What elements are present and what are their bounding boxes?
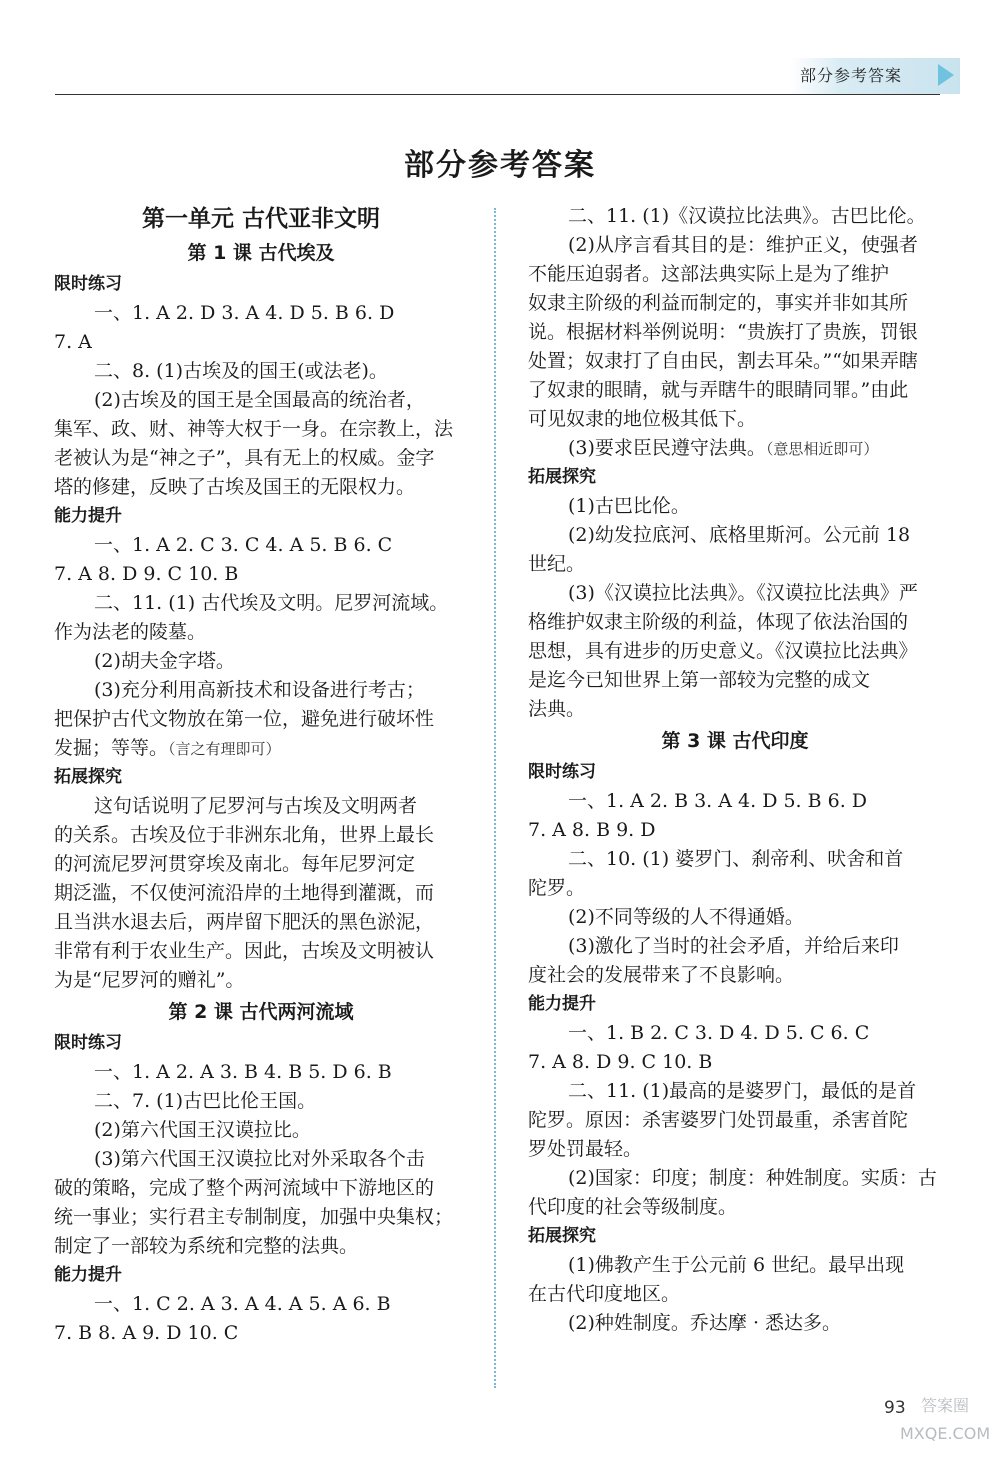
text-line	[528, 787, 942, 816]
section-heading-text: 拓展探究	[54, 767, 122, 787]
text-line	[54, 1145, 468, 1174]
watermark-logo	[900, 1392, 990, 1472]
text-line-text: 可见奴隶的地位极其低下。	[528, 408, 757, 430]
text-line-text: (2)古埃及的国王是全国最高的统治者，	[94, 389, 425, 411]
text-line	[528, 579, 942, 608]
section-heading-text: 限时练习	[528, 762, 596, 782]
text-line	[528, 1251, 942, 1280]
text-line	[528, 608, 942, 637]
text-line-text: 统一事业；实行君主专制制度，加强中央集权；	[54, 1206, 454, 1228]
text-line-text: 了奴隶的眼睛，就与弄瞎牛的眼睛同罪。”由此	[528, 379, 909, 401]
text-line	[54, 357, 468, 386]
section-heading	[54, 1029, 468, 1058]
header-label: 部分参考答案	[800, 66, 903, 85]
text-line-text: 二、8. (1)古埃及的国王(或法老)。	[94, 360, 388, 382]
section-heading	[54, 270, 468, 299]
text-line	[54, 966, 468, 995]
text-line-text: 7. A 8. D 9. C 10. B	[54, 563, 239, 585]
text-line-text: 制定了一部较为系统和完整的法典。	[54, 1235, 359, 1257]
text-line-text: (2)从序言看其目的是：维护正义，使强者	[568, 234, 918, 256]
section-heading-text: 拓展探究	[528, 467, 596, 487]
text-line	[54, 850, 468, 879]
text-line	[54, 415, 468, 444]
text-line-text: (3)《汉谟拉比法典》。《汉谟拉比法典》严	[568, 582, 918, 604]
section-heading-text: 限时练习	[54, 274, 122, 294]
text-line	[528, 231, 942, 260]
text-line-text: 一、1. C 2. A 3. A 4. A 5. A 6. B	[94, 1293, 391, 1315]
text-line-text: 破的策略，完成了整个两河流域中下游地区的	[54, 1177, 435, 1199]
text-line-text: (2)幼发拉底河、底格里斯河。公元前 18	[568, 524, 911, 546]
text-line-text: 格维护奴隶主阶级的利益，体现了依法治国的	[528, 611, 909, 633]
lesson-heading	[528, 724, 942, 758]
text-line	[528, 492, 942, 521]
text-line	[54, 1319, 468, 1348]
text-line-text: 发掘；等等。	[54, 737, 169, 759]
text-line-text: 二、11. (1)最高的是婆罗门，最低的是首	[568, 1080, 917, 1102]
text-line	[528, 637, 942, 666]
text-line-text: (2)国家：印度；制度：种姓制度。实质：古	[568, 1167, 937, 1189]
text-line	[54, 705, 468, 734]
text-line	[54, 734, 468, 763]
section-heading	[54, 763, 468, 792]
text-line-text: 作为法老的陵墓。	[54, 621, 207, 643]
column-divider	[494, 208, 496, 1388]
text-line-text: (1)古巴比伦。	[568, 495, 690, 517]
header-rule	[55, 94, 940, 95]
text-line	[528, 1048, 942, 1077]
text-line-text: 奴隶主阶级的利益而制定的，事实并非如其所	[528, 292, 909, 314]
text-line	[528, 521, 942, 550]
text-line	[54, 328, 468, 357]
text-line	[528, 434, 942, 463]
lesson-heading-text: 第 2 课 古代两河流域	[168, 1001, 354, 1023]
section-heading-text: 限时练习	[54, 1033, 122, 1053]
text-line	[528, 961, 942, 990]
text-line	[54, 1203, 468, 1232]
text-line	[528, 874, 942, 903]
lesson-heading	[54, 995, 468, 1029]
text-line-text: 二、10. (1) 婆罗门、刹帝利、吠舍和首	[568, 848, 904, 870]
text-line-text: 二、11. (1)《汉谟拉比法典》。古巴比伦。	[568, 205, 926, 227]
text-line-text: 不能压迫弱者。这部法典实际上是为了维护	[528, 263, 890, 285]
text-line-text: 二、7. (1)古巴比伦王国。	[94, 1090, 317, 1112]
text-line	[54, 531, 468, 560]
text-line	[528, 1019, 942, 1048]
page-number: 93	[884, 1398, 906, 1418]
text-line-text: 集军、政、财、神等大权于一身。在宗教上，法	[54, 418, 454, 440]
text-line	[54, 647, 468, 676]
text-line-text: 7. A 8. D 9. C 10. B	[528, 1051, 713, 1073]
section-heading-text: 能力提升	[528, 994, 596, 1014]
section-heading	[528, 1222, 942, 1251]
text-line	[528, 816, 942, 845]
text-line	[54, 908, 468, 937]
text-line-text: 在古代印度地区。	[528, 1283, 681, 1305]
text-line	[528, 260, 942, 289]
text-line-text: 塔的修建，反映了古埃及国王的无限权力。	[54, 476, 416, 498]
text-line-text: (2)第六代国王汉谟拉比。	[94, 1119, 311, 1141]
text-line	[528, 376, 942, 405]
text-line-text: 罗处罚最轻。	[528, 1138, 643, 1160]
watermark-text: 答案圈	[920, 1396, 969, 1415]
text-line	[54, 618, 468, 647]
section-heading-text: 能力提升	[54, 506, 122, 526]
text-line	[54, 1116, 468, 1145]
text-line	[528, 932, 942, 961]
text-line	[528, 1280, 942, 1309]
text-line-text: 为是“尼罗河的赠礼”。	[54, 969, 245, 991]
text-line-text: 一、1. A 2. D 3. A 4. D 5. B 6. D	[94, 302, 395, 324]
text-line	[54, 676, 468, 705]
text-line-text: 这句话说明了尼罗河与古埃及文明两者	[94, 795, 418, 817]
text-line	[54, 444, 468, 473]
text-line	[54, 1290, 468, 1319]
text-line-text: 7. A 8. B 9. D	[528, 819, 656, 841]
text-line	[54, 560, 468, 589]
text-line	[54, 937, 468, 966]
left-column	[54, 202, 468, 1348]
text-line-text: (3)要求臣民遵守法典。	[568, 437, 766, 459]
text-line-text: 老被认为是“神之子”，具有无上的权威。金字	[54, 447, 435, 469]
text-line-text: 一、1. B 2. C 3. D 4. D 5. C 6. C	[568, 1022, 870, 1044]
section-heading	[54, 502, 468, 531]
text-line-text: (3)第六代国王汉谟拉比对外采取各个击	[94, 1148, 425, 1170]
text-line	[528, 202, 942, 231]
section-heading	[528, 990, 942, 1019]
text-line	[54, 473, 468, 502]
watermark-url: MXQE.COM	[900, 1424, 991, 1443]
text-line	[528, 1309, 942, 1338]
text-line	[528, 550, 942, 579]
text-line	[528, 1135, 942, 1164]
text-line-text: 度社会的发展带来了不良影响。	[528, 964, 795, 986]
text-line-text: 是迄今已知世界上第一部较为完整的成文	[528, 669, 871, 691]
text-line-text: (3)充分利用高新技术和设备进行考古；	[94, 679, 425, 701]
text-line-text: 陀罗。原因：杀害婆罗门处罚最重，杀害首陀	[528, 1109, 909, 1131]
page-title: 部分参考答案	[404, 148, 596, 183]
text-line-text: 期泛滥，不仅使河流沿岸的土地得到灌溉，而	[54, 882, 435, 904]
text-line-text: 法典。	[528, 698, 586, 720]
section-heading-text: 拓展探究	[528, 1226, 596, 1246]
text-line-text: 把保护古代文物放在第一位，避免进行破坏性	[54, 708, 435, 730]
text-line-text: 7. A	[54, 331, 92, 353]
text-line-text: 说。根据材料举例说明：“贵族打了贵族，罚银	[528, 321, 918, 343]
text-line-text: 陀罗。	[528, 877, 586, 899]
text-line-text: 的关系。古埃及位于非洲东北角，世界上最长	[54, 824, 435, 846]
text-line	[528, 1164, 942, 1193]
text-line-text: 世纪。	[528, 553, 586, 575]
text-line	[528, 666, 942, 695]
text-line-text: 代印度的社会等级制度。	[528, 1196, 738, 1218]
text-line-text: (1)佛教产生于公元前 6 世纪。最早出现	[568, 1254, 905, 1276]
text-line	[54, 879, 468, 908]
text-line-text: 一、1. A 2. A 3. B 4. B 5. D 6. B	[94, 1061, 392, 1083]
text-line	[54, 1087, 468, 1116]
text-line	[528, 405, 942, 434]
unit-heading	[54, 202, 468, 236]
text-line	[54, 386, 468, 415]
text-line-text: 非常有利于农业生产。因此，古埃及文明被认	[54, 940, 435, 962]
note-text: （言之有理即可）	[168, 740, 281, 758]
text-line	[528, 347, 942, 376]
text-line	[54, 1232, 468, 1261]
text-line-text: 7. B 8. A 9. D 10. C	[54, 1322, 239, 1344]
text-line	[528, 1193, 942, 1222]
text-line	[528, 845, 942, 874]
section-heading	[528, 463, 942, 492]
text-line-text: (2)胡夫金字塔。	[94, 650, 235, 672]
unit-heading-text: 第一单元 古代亚非文明	[141, 206, 380, 232]
text-line	[528, 903, 942, 932]
text-line	[528, 289, 942, 318]
section-heading	[528, 758, 942, 787]
text-line-text: 处置；奴隶打了自由民，割去耳朵。”“如果弄瞎	[528, 350, 918, 372]
text-line	[54, 1174, 468, 1203]
text-line	[54, 792, 468, 821]
right-column	[528, 202, 942, 1338]
lesson-heading-text: 第 3 课 古代印度	[661, 730, 809, 752]
text-line-text: (2)不同等级的人不得通婚。	[568, 906, 804, 928]
text-line	[54, 299, 468, 328]
text-line-text: 一、1. A 2. B 3. A 4. D 5. B 6. D	[568, 790, 868, 812]
text-line	[528, 318, 942, 347]
section-heading-text: 能力提升	[54, 1265, 122, 1285]
text-line	[54, 821, 468, 850]
text-line-text: 二、11. (1) 古代埃及文明。尼罗河流域。	[94, 592, 449, 614]
text-line	[528, 695, 942, 724]
text-line	[528, 1106, 942, 1135]
note-text: （意思相近即可）	[765, 440, 879, 458]
text-line-text: 一、1. A 2. C 3. C 4. A 5. B 6. C	[94, 534, 393, 556]
play-arrow-icon	[938, 64, 954, 86]
text-line-text: 思想，具有进步的历史意义。《汉谟拉比法典》	[528, 640, 918, 662]
text-line-text: (3)激化了当时的社会矛盾，并给后来印	[568, 935, 899, 957]
text-line	[528, 1077, 942, 1106]
text-line	[54, 589, 468, 618]
text-line-text: 的河流尼罗河贯穿埃及南北。每年尼罗河定	[54, 853, 416, 875]
lesson-heading	[54, 236, 468, 270]
section-heading	[54, 1261, 468, 1290]
text-line-text: (2)种姓制度。乔达摩 · 悉达多。	[568, 1312, 842, 1334]
text-line	[54, 1058, 468, 1087]
lesson-heading-text: 第 1 课 古代埃及	[187, 242, 335, 264]
text-line-text: 且当洪水退去后，两岸留下肥沃的黑色淤泥，	[54, 911, 435, 933]
